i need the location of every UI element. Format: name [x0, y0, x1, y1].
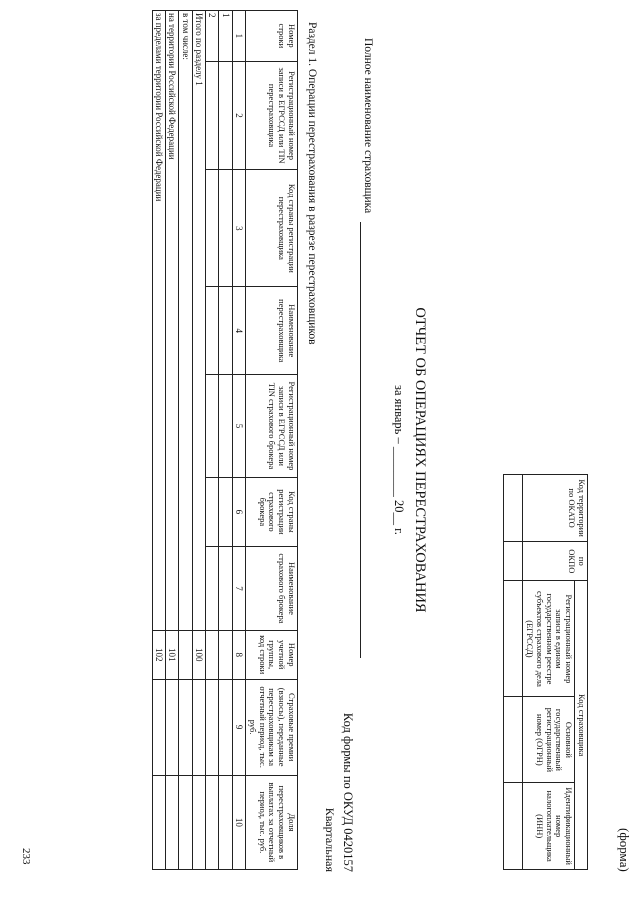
row-number: 2	[206, 11, 219, 62]
page-number: 233	[20, 848, 32, 865]
summary-row-total	[192, 11, 205, 870]
col-number: 4	[232, 287, 245, 375]
col-header-1: Номер строки	[246, 11, 298, 62]
col-header-10: Доля перестраховщиков в выплатах за отчетный период, тыс. руб.	[246, 775, 298, 869]
col-header-4: Наименование перестраховщика	[246, 287, 298, 375]
col-number: 1	[232, 11, 245, 62]
col-header-3: Код страны регистрации перестраховщика	[246, 170, 298, 287]
report-title: ОТЧЕТ ОБ ОПЕРАЦИЯХ ПЕРЕСТРАХОВАНИЯ	[412, 307, 428, 613]
header-okato: Код территории по ОКАТО	[523, 475, 588, 542]
col-header-5: Регистрационный номер записи в ЕГРССД или TIN страхового брокера	[246, 375, 298, 477]
col-header-7: Наименование страхового брокера	[246, 547, 298, 631]
col-number: 10	[232, 775, 245, 869]
header-okpo: по ОКПО	[523, 542, 588, 581]
col-header-2: Регистрационный номер записи в ЕГРССД или TIN перестраховщика	[246, 61, 298, 170]
summary-code: 101	[166, 630, 179, 679]
header-egrssd: Регистрационный номер записи в едином государственном реестре субъектов страхового дела (ЕГРССД)	[523, 581, 575, 697]
cell-okpo-value	[504, 542, 523, 581]
col-number: 2	[232, 61, 245, 170]
summary-label: за пределами территории Российской Федерации	[152, 11, 165, 631]
summary-row-foreign	[152, 11, 165, 870]
summary-code: 102	[152, 630, 165, 679]
table-row	[206, 11, 219, 870]
okud-code: Код формы по ОКУД 0420157	[341, 712, 355, 872]
report-period: за январь – ________ 20__ г.	[392, 385, 406, 535]
header-insurer-code: Код страховщика	[575, 581, 588, 870]
periodicity: Квартальная	[323, 807, 337, 872]
cell-ogrn-value	[504, 697, 523, 783]
summary-row-including	[179, 11, 192, 870]
table-row	[219, 11, 232, 870]
summary-row-domestic	[166, 11, 179, 870]
summary-label: на территории Российской Федерации	[166, 11, 179, 631]
column-number-row	[232, 11, 245, 870]
summary-code	[179, 630, 192, 679]
col-number: 6	[232, 477, 245, 546]
reinsurance-table	[152, 10, 298, 870]
cell-egrssd-value	[504, 581, 523, 697]
insurer-name-line	[360, 222, 361, 658]
col-header-8: Номер учетной группы, код строки	[246, 630, 298, 679]
summary-label: в том числе:	[179, 11, 192, 631]
section-title: Раздел 1. Операции перестрахования в разрезе перестраховщиков	[306, 22, 318, 345]
summary-code: 100	[192, 630, 205, 679]
insurer-code-table	[503, 474, 588, 870]
header-inn: Идентификационный номер налогоплательщика (ИНН)	[523, 783, 575, 870]
forma-label: (форма)	[617, 828, 632, 872]
col-number: 3	[232, 170, 245, 287]
col-number: 7	[232, 547, 245, 631]
col-number: 9	[232, 679, 245, 775]
col-number: 8	[232, 630, 245, 679]
col-header-6: Код страны регистрации страхового брокера	[246, 477, 298, 546]
cell-inn-value	[504, 783, 523, 870]
col-header-9: Страховые премии (взносы), переданные перестраховщикам за отчетный период, тыс. руб.	[246, 679, 298, 775]
summary-label: Итого по разделу 1	[192, 11, 205, 631]
row-number: 1	[219, 11, 232, 62]
insurer-name-label: Полное наименование страховщика	[362, 38, 374, 214]
col-number: 5	[232, 375, 245, 477]
cell-okato-value	[504, 475, 523, 542]
header-ogrn: Основной государственный регистрационный номер (ОГРН)	[523, 697, 575, 783]
